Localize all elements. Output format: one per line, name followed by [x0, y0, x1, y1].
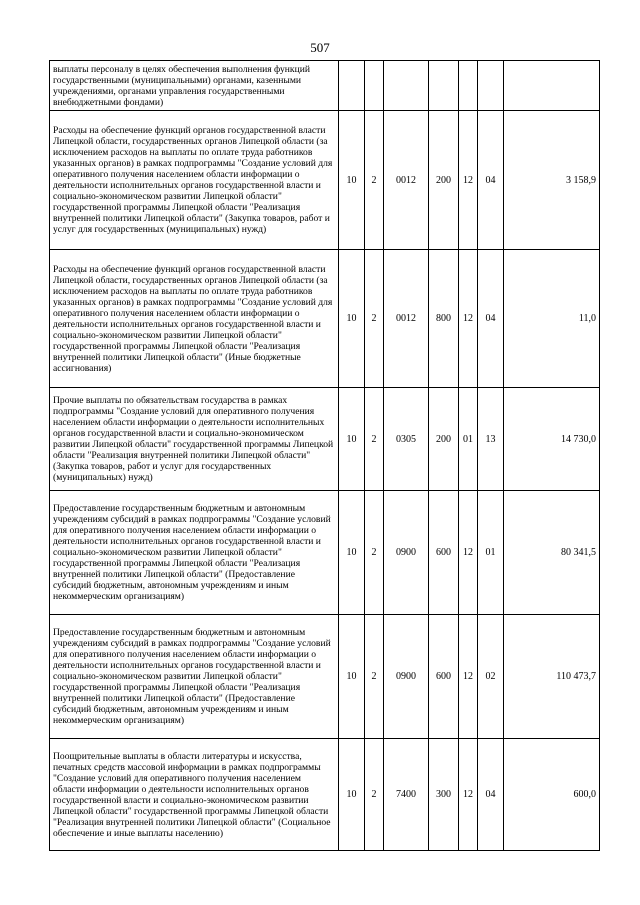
cell-subsection: 02	[478, 615, 504, 739]
row-description: выплаты персоналу в целях обеспечения выполнения функций государственными (муниципальными) органами, казенными учреждениями, органами управления государственными внебюджетными фондами)	[50, 61, 339, 111]
table-row	[50, 111, 600, 250]
cell-expense-type: 200	[429, 388, 459, 491]
cell-subsection: 13	[478, 388, 504, 491]
cell-amount: 14 730,0	[504, 388, 600, 491]
budget-table	[49, 60, 600, 851]
cell-program-code: 2	[365, 388, 384, 491]
row-description: Поощрительные выплаты в области литературы и искусства, печатных средств массовой информации в рамках подпрограммы "Создание условий для оперативного получения населением области информации о деятельности исполнительных органов государственной власти и социально-экономическом развитии Липецкой области" государственной программы Липецкой области "Реализация внутренней политики Липецкой области" (Социальное обеспечение и иные выплаты населению)	[50, 739, 339, 851]
row-description: Предоставление государственным бюджетным и автономным учреждениям субсидий в рамках подпрограммы "Создание условий для оперативного получения населением области информации о деятельности исполнительных органов государственной власти и социально-экономическом развитии Липецкой области" государственной программы Липецкой области "Реализация внутренней политики Липецкой области" (Предоставление субсидий бюджетным, автономным учреждениям и иным некоммерческим организациям)	[50, 615, 339, 739]
cell-expense-type: 300	[429, 739, 459, 851]
cell-target-code: 7400	[384, 739, 429, 851]
cell-amount	[504, 61, 600, 111]
row-description: Расходы на обеспечение функций органов государственной власти Липецкой области, государственных органов Липецкой области (за исключением расходов на выплаты по оплате труда работников указанных органов) в рамках подпрограммы "Создание условий для оперативного получения населением области информации о деятельности исполнительных органов государственной власти и социально-экономическом развитии Липецкой области" государственной программы Липецкой области "Реализация внутренней политики Липецкой области" (Закупка товаров, работ и услуг для государственных (муниципальных) нужд)	[50, 111, 339, 250]
table-row	[50, 250, 600, 388]
cell-amount: 80 341,5	[504, 491, 600, 615]
cell-amount: 110 473,7	[504, 615, 600, 739]
table-row	[50, 388, 600, 491]
cell-subsection: 04	[478, 111, 504, 250]
cell-program-code: 2	[365, 250, 384, 388]
table-row	[50, 491, 600, 615]
cell-ministry-code: 10	[339, 250, 365, 388]
cell-program-code: 2	[365, 739, 384, 851]
cell-target-code: 0900	[384, 491, 429, 615]
cell-ministry-code: 10	[339, 111, 365, 250]
cell-expense-type: 600	[429, 491, 459, 615]
cell-ministry-code: 10	[339, 739, 365, 851]
cell-section: 12	[459, 739, 478, 851]
cell-subsection: 01	[478, 491, 504, 615]
cell-section	[459, 61, 478, 111]
cell-target-code	[384, 61, 429, 111]
cell-section: 12	[459, 615, 478, 739]
cell-ministry-code: 10	[339, 615, 365, 739]
cell-subsection	[478, 61, 504, 111]
cell-amount: 600,0	[504, 739, 600, 851]
cell-program-code: 2	[365, 491, 384, 615]
cell-ministry-code: 10	[339, 388, 365, 491]
row-description: Предоставление государственным бюджетным и автономным учреждениям субсидий в рамках подпрограммы "Создание условий для оперативного получения населением области информации о деятельности исполнительных органов государственной власти и социально-экономическом развитии Липецкой области" государственной программы Липецкой области "Реализация внутренней политики Липецкой области" (Предоставление субсидий бюджетным, автономным учреждениям и иным некоммерческим организациям)	[50, 491, 339, 615]
cell-target-code: 0305	[384, 388, 429, 491]
cell-target-code: 0012	[384, 111, 429, 250]
cell-expense-type	[429, 61, 459, 111]
cell-program-code	[365, 61, 384, 111]
row-description: Расходы на обеспечение функций органов государственной власти Липецкой области, государственных органов Липецкой области (за исключением расходов на выплаты по оплате труда работников указанных органов) в рамках подпрограммы "Создание условий для оперативного получения населением области информации о деятельности исполнительных органов государственной власти и социально-экономическом развитии Липецкой области" государственной программы Липецкой области "Реализация внутренней политики Липецкой области" (Иные бюджетные ассигнования)	[50, 250, 339, 388]
cell-program-code: 2	[365, 111, 384, 250]
cell-amount: 11,0	[504, 250, 600, 388]
table-row	[50, 739, 600, 851]
cell-expense-type: 600	[429, 615, 459, 739]
table-row	[50, 615, 600, 739]
page-number: 507	[310, 40, 330, 55]
cell-subsection: 04	[478, 739, 504, 851]
table-row	[50, 61, 600, 111]
cell-target-code: 0012	[384, 250, 429, 388]
row-description: Прочие выплаты по обязательствам государства в рамках подпрограммы "Создание условий для оперативного получения населением области информации о деятельности исполнительных органов государственной власти и социально-экономическом развитии Липецкой области" государственной программы Липецкой области "Реализация внутренней политики Липецкой области" (Закупка товаров, работ и услуг для государственных (муниципальных) нужд)	[50, 388, 339, 491]
cell-ministry-code: 10	[339, 491, 365, 615]
cell-subsection: 04	[478, 250, 504, 388]
cell-ministry-code	[339, 61, 365, 111]
cell-section: 12	[459, 111, 478, 250]
cell-expense-type: 800	[429, 250, 459, 388]
cell-section: 01	[459, 388, 478, 491]
cell-target-code: 0900	[384, 615, 429, 739]
cell-section: 12	[459, 491, 478, 615]
cell-expense-type: 200	[429, 111, 459, 250]
cell-section: 12	[459, 250, 478, 388]
cell-amount: 3 158,9	[504, 111, 600, 250]
cell-program-code: 2	[365, 615, 384, 739]
